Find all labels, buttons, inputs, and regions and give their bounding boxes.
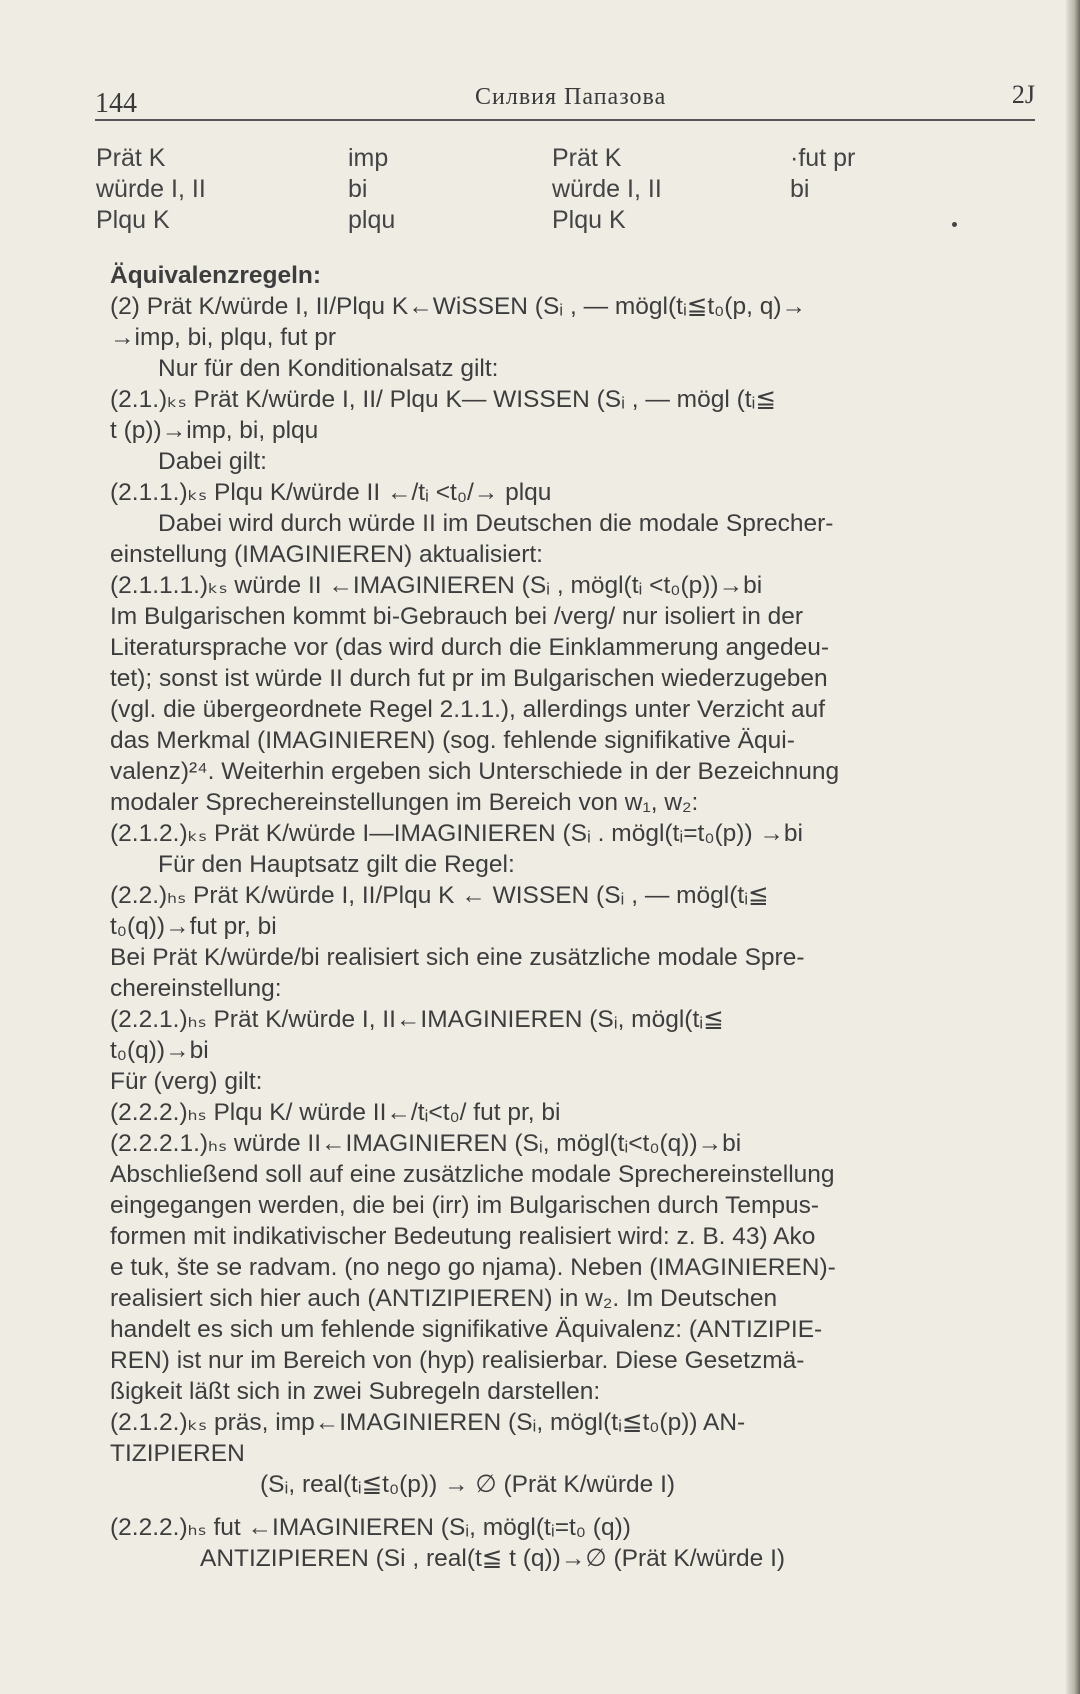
text-line: handelt es sich um fehlende signifikative Äquivalenz: (ANTIZIPIE- [110,1316,823,1343]
table-cell: würde I, II [96,175,206,203]
text-line: (2.1.1.1.)ₖₛ würde II ←IMAGINIEREN (Sᵢ , mögl(tᵢ <t₀(p))→bi [110,572,763,599]
text-line: TIZIPIEREN [110,1440,245,1467]
table-row [96,206,996,237]
table-cell: Plqu K [552,206,626,234]
running-title: Силвия Папазова [475,84,667,110]
text-line: realisiert sich hier auch (ANTIZIPIEREN) in w₂. Im Deutschen [110,1285,778,1312]
table-row [96,144,996,175]
table-cell: Prät K [552,144,622,172]
text-line: Für den Hauptsatz gilt die Regel: [158,851,515,878]
text-line: (2.1.)ₖₛ Prät K/würde I, II/ Plqu K— WISSEN (Sᵢ , — mögl (tᵢ≦ [110,386,776,413]
table-cell: würde I, II [552,175,662,203]
text-line: (2.1.2.)ₖₛ präs, imp←IMAGINIEREN (Sᵢ, mögl(tᵢ≦t₀(p)) AN- [110,1409,746,1436]
text-line: tet); sonst ist würde II durch fut pr im Bulgarischen wiederzugeben [110,665,828,692]
text-line: ANTIZIPIEREN (Si , real(t≦ t (q))→∅ (Prät K/würde I) [200,1545,786,1572]
text-line: Abschließend soll auf eine zusätzliche modale Sprechereinstellung [110,1161,835,1188]
text-line: ßigkeit läßt sich in zwei Subregeln darstellen: [110,1378,601,1405]
text-line: t₀(q))→fut pr, bi [110,913,277,940]
text-line: formen mit indikativischer Bedeutung realisiert wird: z. B. 43) Ako [110,1223,816,1250]
text-line: Bei Prät K/würde/bi realisiert sich eine zusätzliche modale Spre- [110,944,805,971]
text-line: eingegangen werden, die bei (irr) im Bulgarischen durch Tempus- [110,1192,820,1219]
table-cell: plqu [348,206,396,234]
body-text [110,260,1045,1574]
page-mark: 2J [1011,80,1035,109]
section-heading: Äquivalenzregeln: [110,262,322,289]
text-line: (2.2.1.)ₕₛ Prät K/würde I, II←IMAGINIEREN (Sᵢ, mögl(tᵢ≦ [110,1006,724,1033]
text-line: (2.2.2.1.)ₕₛ würde II←IMAGINIEREN (Sᵢ, mögl(tᵢ<t₀(q))→bi [110,1130,742,1157]
text-line: chereinstellung: [110,975,282,1002]
text-line: (2) Prät K/würde I, II/Plqu K←WiSSEN (Sᵢ , — mögl(tᵢ≦t₀(p, q)→ [110,293,806,320]
text-line: Literatursprache vor (das wird durch die Einklammerung angedeu- [110,634,830,661]
text-line: das Merkmal (IMAGINIEREN) (sog. fehlende signifikative Äqui- [110,727,795,754]
text-line: (Sᵢ, real(tᵢ≦t₀(p)) → ∅ (Prät K/würde I) [260,1471,676,1498]
tense-correspondence-table [96,144,996,237]
text-line: Im Bulgarischen kommt bi-Gebrauch bei /verg/ nur isoliert in der [110,603,804,630]
page-header [95,78,1045,118]
text-line: REN) ist nur im Bereich von (hyp) realisierbar. Diese Gesetzmä- [110,1347,805,1374]
text-line: modaler Sprechereinstellungen im Bereich von w₁, w₂: [110,789,699,816]
line-gap [110,1500,1045,1512]
text-line: (2.1.2.)ₖₛ Prät K/würde I—IMAGINIEREN (Sᵢ . mögl(tᵢ=t₀(p)) →bi [110,820,803,847]
page-number: 144 [95,88,137,119]
stray-dot [952,222,957,227]
table-cell: Plqu K [96,206,170,234]
text-line: Für (verg) gilt: [110,1068,263,1095]
text-line: Nur für den Konditionalsatz gilt: [158,355,499,382]
table-cell: ·fut pr [790,144,856,172]
text-line: (2.2.2.)ₕₛ Plqu K/ würde II←/tᵢ<t₀/ fut pr, bi [110,1099,561,1126]
table-row [96,175,996,206]
text-line: einstellung (IMAGINIEREN) aktualisiert: [110,541,543,568]
text-line: valenz)²⁴. Weiterhin ergeben sich Unterschiede in der Bezeichnung [110,758,840,785]
text-line: (2.2.2.)ₕₛ fut ←IMAGINIEREN (Sᵢ, mögl(tᵢ=t₀ (q)) [110,1514,631,1541]
text-line: t (p))→imp, bi, plqu [110,417,319,444]
text-line: (vgl. die übergeordnete Regel 2.1.1.), allerdings unter Verzicht auf [110,696,826,723]
text-line: →imp, bi, plqu, fut pr [110,324,337,351]
text-line: (2.1.1.)ₖₛ Plqu K/würde II ←/tᵢ <t₀/→ plqu [110,479,552,506]
book-spine-edge [1066,0,1080,1694]
header-rule [95,119,1035,121]
text-line: Dabei wird durch würde II im Deutschen die modale Sprecher- [158,510,834,537]
text-line: t₀(q))→bi [110,1037,209,1064]
text-line: e tuk, šte se radvam. (no nego go njama). Neben (IMAGINIEREN)- [110,1254,836,1281]
table-cell: bi [348,175,368,203]
text-line: Dabei gilt: [158,448,267,475]
table-cell: Prät K [96,144,166,172]
table-cell: imp [348,144,389,172]
text-line: (2.2.)ₕₛ Prät K/würde I, II/Plqu K ← WISSEN (Sᵢ , — mögl(tᵢ≦ [110,882,769,909]
table-cell: bi [790,175,810,203]
